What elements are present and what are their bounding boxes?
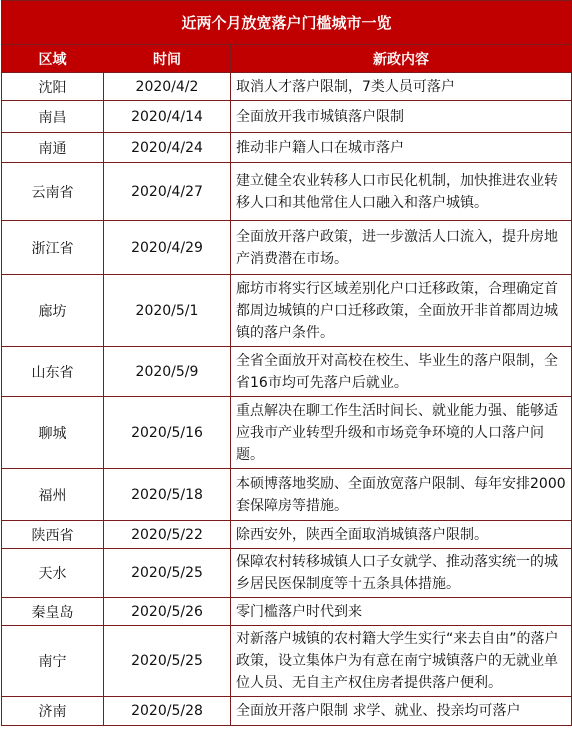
cell-region: 南通: [2, 133, 104, 163]
cell-content: 取消人才落户限制，7类人员可落户: [231, 73, 572, 101]
cell-date: 2020/5/1: [104, 275, 231, 347]
table-row: [2, 598, 572, 626]
cell-region: 沈阳: [2, 73, 104, 101]
cell-region: 福州: [2, 469, 104, 521]
cell-date: 2020/5/16: [104, 397, 231, 469]
cell-date: 2020/5/18: [104, 469, 231, 521]
table-row: [2, 697, 572, 726]
table-row: [2, 397, 572, 469]
header-date: 时间: [104, 45, 231, 73]
table-row: [2, 521, 572, 549]
table-row: [2, 549, 572, 598]
cell-date: 2020/5/28: [104, 697, 231, 726]
table-row: [2, 347, 572, 397]
cell-content: 全面放开我市城镇落户限制: [231, 101, 572, 133]
cell-date: 2020/5/22: [104, 521, 231, 549]
table-row: [2, 626, 572, 697]
cell-date: 2020/5/25: [104, 549, 231, 598]
table-row: [2, 469, 572, 521]
table-row: [2, 101, 572, 133]
cell-content: 除西安外，陕西全面取消城镇落户限制。: [231, 521, 572, 549]
cell-region: 南宁: [2, 626, 104, 697]
cell-content: 全面放开落户限制 求学、就业、投亲均可落户: [231, 697, 572, 726]
cell-region: 秦皇岛: [2, 598, 104, 626]
table-title-row: [2, 1, 572, 45]
table-row: [2, 73, 572, 101]
table-row: [2, 163, 572, 221]
cell-region: 廊坊: [2, 275, 104, 347]
cell-region: 陕西省: [2, 521, 104, 549]
cell-region: 南昌: [2, 101, 104, 133]
cell-content: 廊坊市将实行区域差别化户口迁移政策，合理确定首都周边城镇的户口迁移政策，全面放开非首都周边城镇的落户条件。: [231, 275, 572, 347]
table-row: [2, 221, 572, 275]
cell-region: 山东省: [2, 347, 104, 397]
cell-content: 本硕博落地奖励、全面放宽落户限制、每年安排2000套保障房等措施。: [231, 469, 572, 521]
cell-content: 对新落户城镇的农村籍大学生实行“来去自由”的落户政策，设立集体户为有意在南宁城镇落户的无就业单位人员、无自主产权住房者提供落户便利。: [231, 626, 572, 697]
cell-region: 浙江省: [2, 221, 104, 275]
cell-date: 2020/5/9: [104, 347, 231, 397]
cell-content: 全省全面放开对高校在校生、毕业生的落户限制，全省16市均可先落户后就业。: [231, 347, 572, 397]
cell-content: 保障农村转移城镇人口子女就学、推动落实统一的城乡居民医保制度等十五条具体措施。: [231, 549, 572, 598]
cell-region: 聊城: [2, 397, 104, 469]
header-region: 区域: [2, 45, 104, 73]
table-header-row: [2, 45, 572, 73]
table-title: 近两个月放宽落户门槛城市一览: [2, 1, 572, 45]
cell-date: 2020/5/25: [104, 626, 231, 697]
cell-content: 重点解决在聊工作生活时间长、就业能力强、能够适应我市产业转型升级和市场竞争环境的人口落户问题。: [231, 397, 572, 469]
cell-content: 零门槛落户时代到来: [231, 598, 572, 626]
table-row: [2, 133, 572, 163]
cell-content: 全面放开落户政策，进一步激活人口流入，提升房地产消费潜在市场。: [231, 221, 572, 275]
cell-region: 天水: [2, 549, 104, 598]
cell-date: 2020/4/29: [104, 221, 231, 275]
cell-date: 2020/5/26: [104, 598, 231, 626]
cell-date: 2020/4/24: [104, 133, 231, 163]
table-row: [2, 275, 572, 347]
header-content: 新政内容: [231, 45, 572, 73]
cell-region: 济南: [2, 697, 104, 726]
table-body: [2, 73, 572, 726]
cell-date: 2020/4/14: [104, 101, 231, 133]
policy-table: [1, 0, 572, 726]
cell-content: 推动非户籍人口在城市落户: [231, 133, 572, 163]
cell-region: 云南省: [2, 163, 104, 221]
cell-content: 建立健全农业转移人口市民化机制，加快推进农业转移人口和其他常住人口融入和落户城镇。: [231, 163, 572, 221]
cell-date: 2020/4/2: [104, 73, 231, 101]
cell-date: 2020/4/27: [104, 163, 231, 221]
